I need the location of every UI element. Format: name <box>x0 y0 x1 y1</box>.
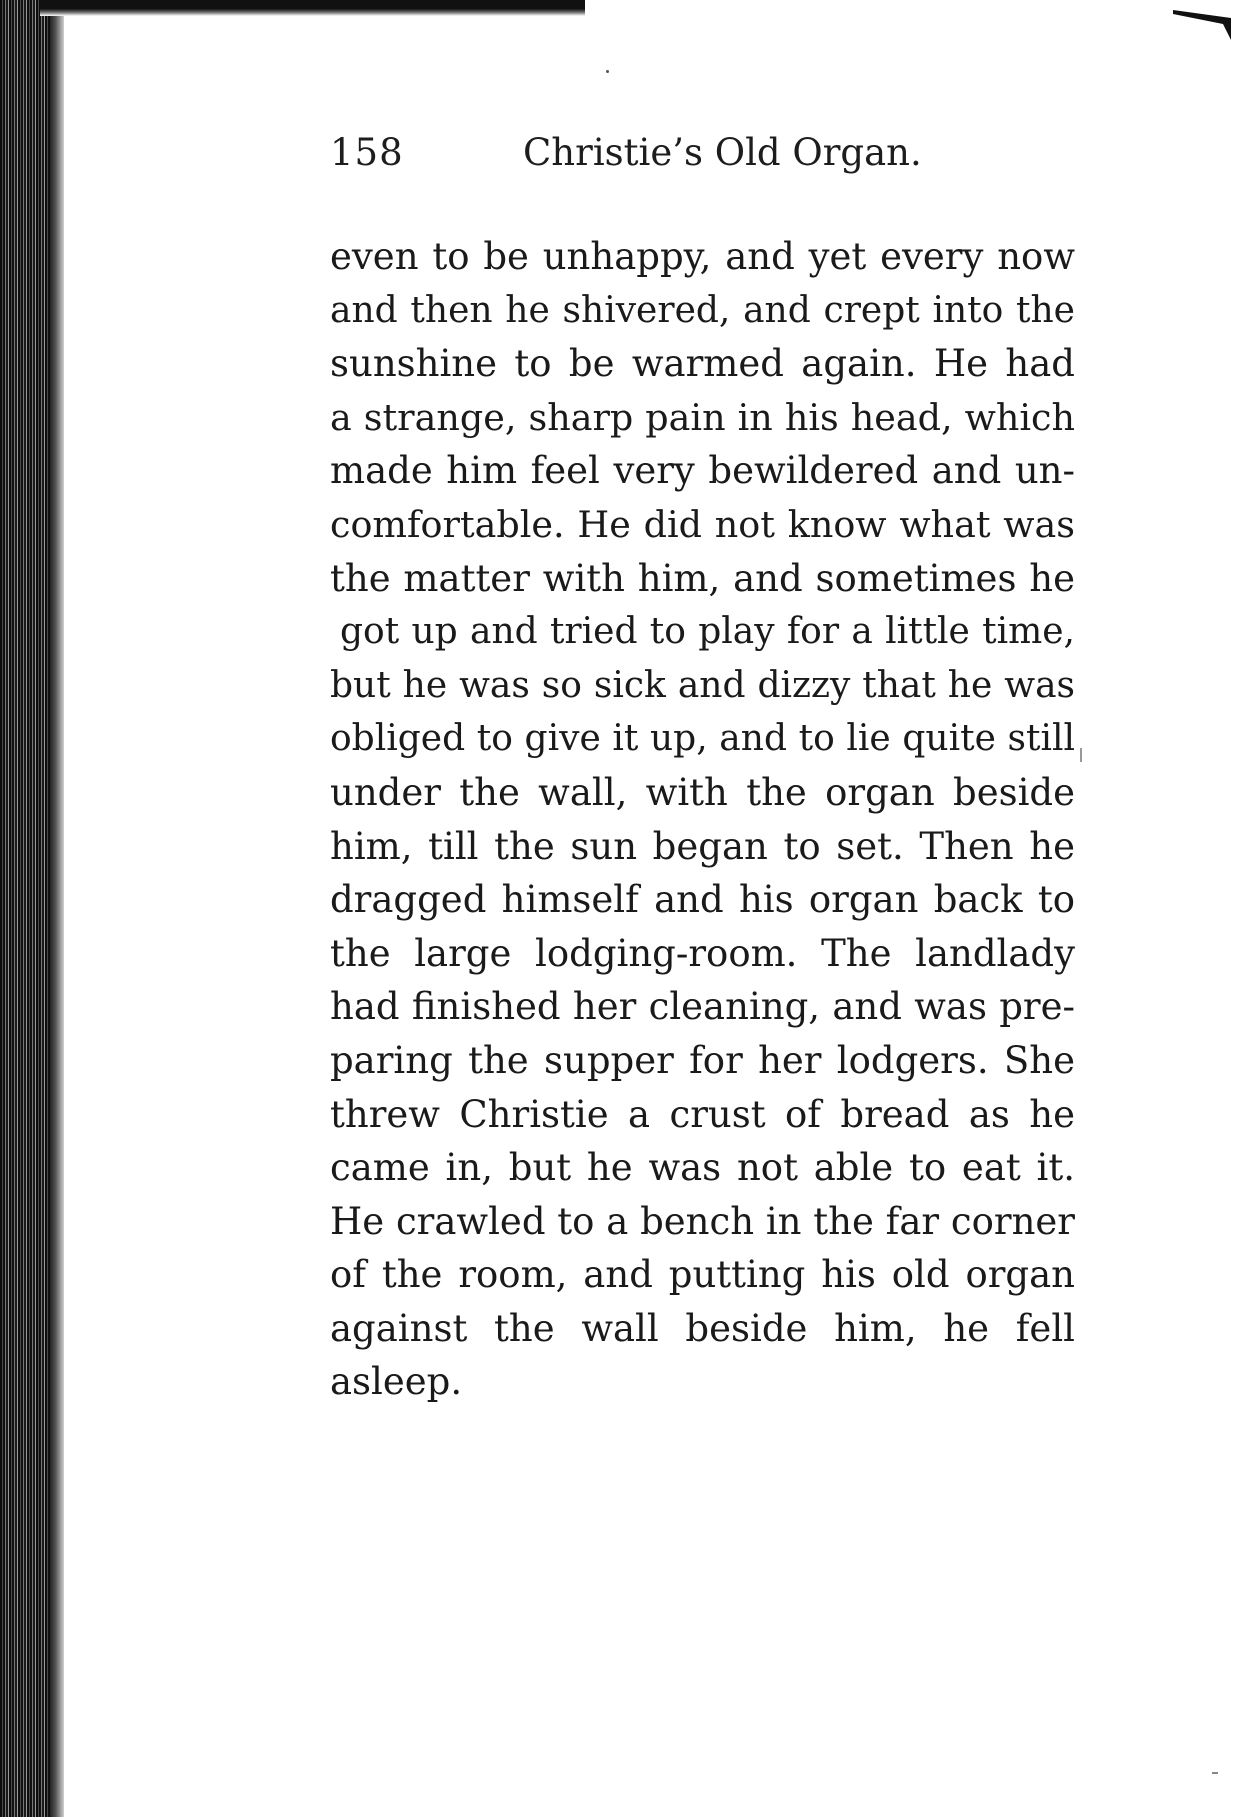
text-line: of the room, and putting his old organ <box>330 1253 1075 1297</box>
text-line: dragged himself and his organ back to <box>330 878 1075 922</box>
scan-speck <box>1080 748 1082 762</box>
running-head-title: Christie’s Old Organ. <box>523 131 922 174</box>
text-line: but he was so sick and dizzy that he was <box>330 664 1075 706</box>
text-line: came in, but he was not able to eat it. <box>330 1146 1075 1190</box>
text-line: the large lodging-room. The landlady <box>330 931 1075 975</box>
text-line: He crawled to a bench in the far corner <box>330 1199 1075 1243</box>
text-line: and then he shivered, and crept into the <box>330 289 1075 331</box>
text-line: a strange, sharp pain in his head, which <box>330 395 1075 439</box>
text-line: obliged to give it up, and to lie quite still <box>330 718 1075 760</box>
text-line: paring the supper for her lodgers. She <box>330 1038 1075 1082</box>
text-line: the matter with him, and sometimes he <box>330 556 1075 600</box>
text-line: against the wall beside him, he fell <box>330 1306 1075 1350</box>
text-line: him, till the sun began to set. Then he <box>330 824 1075 868</box>
text-line: comfortable. He did not know what was <box>330 502 1075 546</box>
body-text <box>330 230 1075 1409</box>
corner-fold-mark <box>1173 4 1231 40</box>
text-line: had finished her cleaning, and was pre- <box>330 985 1075 1029</box>
page-header <box>330 131 1090 181</box>
text-line: threw Christie a crust of bread as he <box>330 1092 1075 1136</box>
text-line: sunshine to be warmed again. He had <box>330 342 1075 386</box>
text-line: under the wall, with the organ beside <box>330 770 1075 814</box>
scan-speck <box>606 70 609 73</box>
text-line-last: asleep. <box>330 1360 463 1404</box>
page-edge-shadow <box>50 0 64 1817</box>
text-line: even to be unhappy, and yet every now <box>330 235 1075 278</box>
scan-speck <box>1212 1772 1218 1774</box>
text-line: got up and tried to play for a little time, <box>340 611 1075 653</box>
top-edge-shadow <box>40 0 585 16</box>
page-number: 158 <box>330 131 404 174</box>
text-line: made him feel very bewildered and un- <box>330 449 1075 493</box>
